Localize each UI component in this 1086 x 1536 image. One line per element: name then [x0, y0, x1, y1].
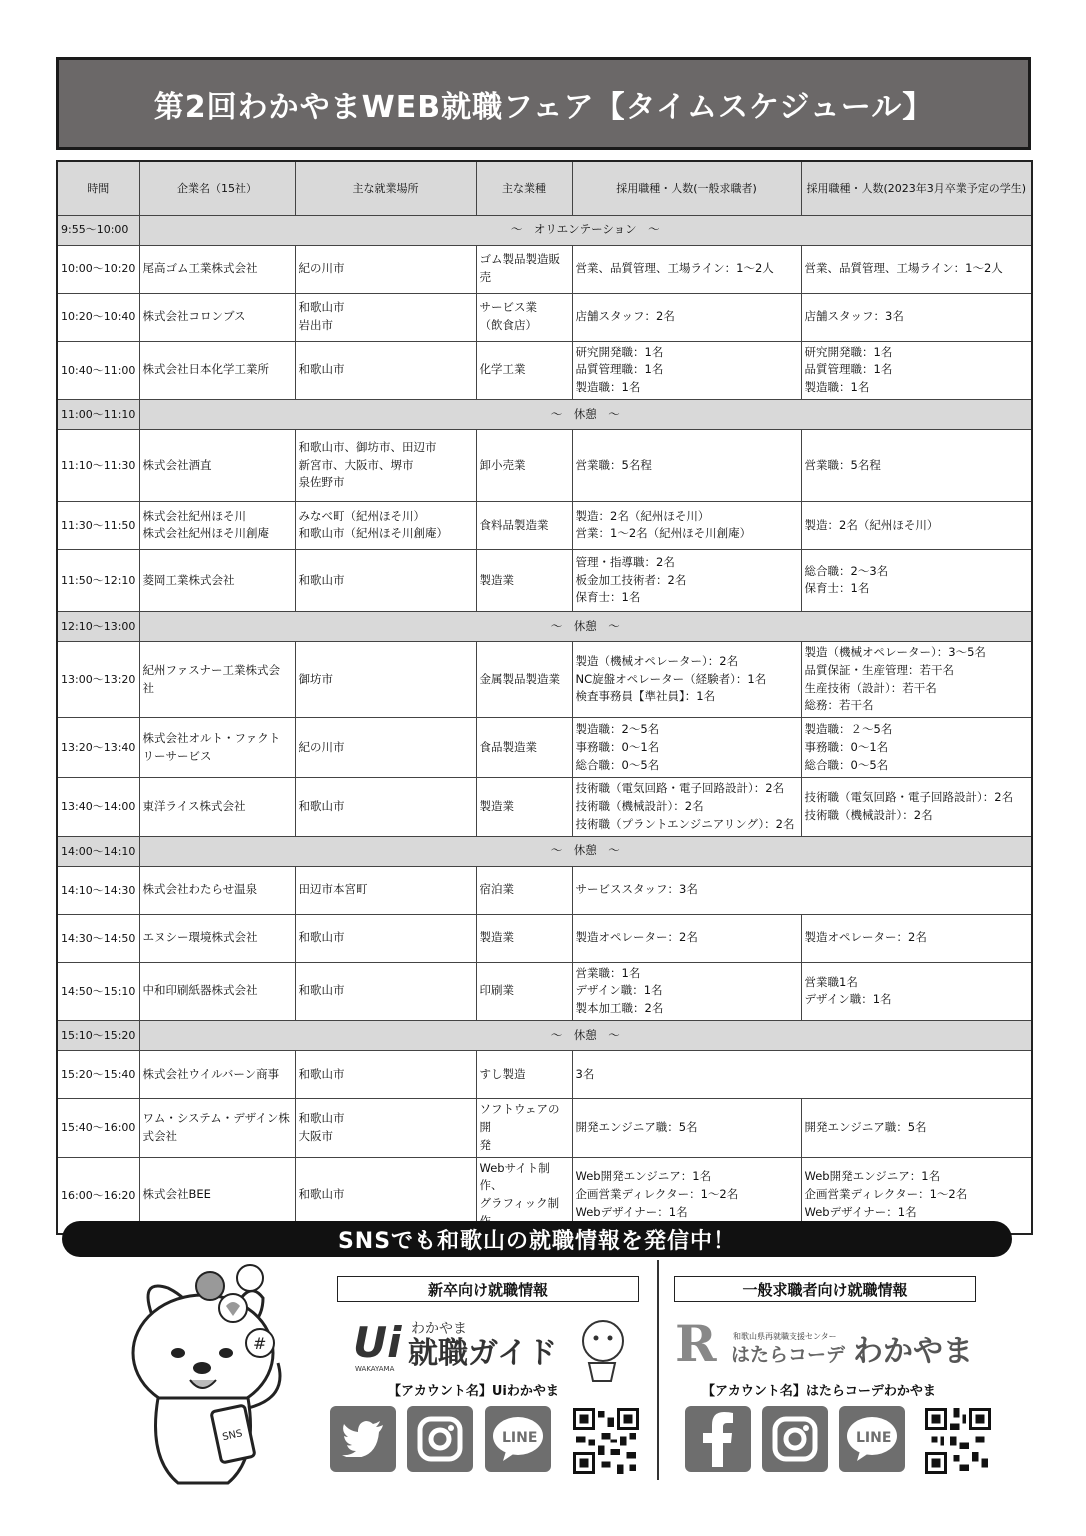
location-cell: 和歌山市 — [295, 914, 476, 962]
general-section-heading: 一般求職者向け就職情報 — [674, 1276, 976, 1302]
table-row — [57, 549, 1032, 611]
svg-text:わかやま: わかやま — [853, 1334, 973, 1369]
graduate-cell: 製造（機械オペレーター）：3～5名 品質保証・生産管理：若干名 生産技術（設計）：若干名 総務：若干名 — [801, 641, 1032, 717]
industry-cell: すし製造 — [476, 1051, 572, 1099]
instagram-icon[interactable] — [407, 1406, 473, 1472]
graduate-cell: 営業、品質管理、工場ライン：1～2人 — [801, 245, 1032, 293]
svg-text:就職ガイド: 就職ガイド — [408, 1336, 558, 1371]
sns-banner — [62, 1221, 1012, 1257]
company-cell: 中和印刷紙器株式会社 — [139, 962, 295, 1020]
schedule-table — [56, 160, 1033, 1235]
twitter-icon[interactable] — [330, 1406, 396, 1472]
industry-cell: 金属製品製造業 — [476, 641, 572, 717]
time-cell: 13:40～14:00 — [57, 778, 139, 836]
time-cell: 15:10～15:20 — [57, 1021, 139, 1051]
industry-cell: 化学工業 — [476, 341, 572, 399]
svg-text:Ui: Ui — [353, 1318, 402, 1367]
time-cell: 14:50～15:10 — [57, 962, 139, 1020]
location-cell: みなべ町（紀州ほそ川） 和歌山市（紀州ほそ川創庵） — [295, 501, 476, 549]
graduate-cell: 店舗スタッフ：3名 — [801, 293, 1032, 341]
general-cell: 管理・指導職：2名 板金加工技術者：2名 保育士：1名 — [572, 549, 801, 611]
time-cell: 10:40～11:00 — [57, 341, 139, 399]
break-label: ～ 休憩 ～ — [139, 1021, 1032, 1051]
table-row — [57, 641, 1032, 717]
general-cell: 営業、品質管理、工場ライン：1～2人 — [572, 245, 801, 293]
time-cell: 11:10～11:30 — [57, 429, 139, 501]
time-cell: 9:55～10:00 — [57, 215, 139, 245]
time-cell: 11:50～12:10 — [57, 549, 139, 611]
location-cell: 紀の川市 — [295, 718, 476, 778]
table-row — [57, 914, 1032, 962]
location-cell: 和歌山市 — [295, 1051, 476, 1099]
break-label: ～ オリエンテーション ～ — [139, 215, 1032, 245]
schedule-body — [57, 215, 1032, 1234]
time-cell: 11:00～11:10 — [57, 399, 139, 429]
company-cell: エヌシー環境株式会社 — [139, 914, 295, 962]
line-icon[interactable] — [485, 1406, 551, 1472]
svg-text:R: R — [675, 1314, 717, 1373]
table-row — [57, 718, 1032, 778]
hatara-code-logo — [675, 1313, 995, 1373]
company-cell: 東洋ライス株式会社 — [139, 778, 295, 836]
time-cell: 12:10～13:00 — [57, 611, 139, 641]
general-cell: 開発エンジニア職：5名 — [572, 1099, 801, 1157]
general-cell: Web開発エンジニア：1名 企画営業ディレクター：1～2名 Webデザイナー：1名 — [572, 1157, 801, 1234]
svg-text:LINE: LINE — [856, 1430, 892, 1446]
location-cell: 御坊市 — [295, 641, 476, 717]
header-location: 主な就業場所 — [295, 161, 476, 215]
company-cell: 菱岡工業株式会社 — [139, 549, 295, 611]
company-cell: 株式会社酒直 — [139, 429, 295, 501]
location-cell: 和歌山市 — [295, 549, 476, 611]
general-cell: 3名 — [572, 1051, 1032, 1099]
table-row — [57, 245, 1032, 293]
general-cell: 店舗スタッフ：2名 — [572, 293, 801, 341]
industry-cell: 製造業 — [476, 914, 572, 962]
industry-cell: 製造業 — [476, 549, 572, 611]
ui-wakayama-logo — [353, 1313, 633, 1383]
industry-cell: 印刷業 — [476, 962, 572, 1020]
svg-text:WAKAYAMA: WAKAYAMA — [355, 1365, 395, 1373]
time-cell: 15:40～16:00 — [57, 1099, 139, 1157]
company-cell: 株式会社紀州ほそ川 株式会社紀州ほそ川創庵 — [139, 501, 295, 549]
location-cell: 和歌山市 — [295, 778, 476, 836]
location-cell: 紀の川市 — [295, 245, 476, 293]
graduate-cell: 開発エンジニア職：5名 — [801, 1099, 1032, 1157]
header-company: 企業名（15社） — [139, 161, 295, 215]
header-general: 採用職種・人数(一般求職者) — [572, 161, 801, 215]
title-banner — [56, 57, 1031, 150]
svg-text:和歌山県再就職支援センター: 和歌山県再就職支援センター — [733, 1332, 837, 1341]
graduate-cell: 研究開発職：1名 品質管理職：1名 製造職：1名 — [801, 341, 1032, 399]
table-row — [57, 1051, 1032, 1099]
company-cell: 紀州ファスナー工業株式会社 — [139, 641, 295, 717]
general-cell: 製造：2名（紀州ほそ川） 営業：1～2名（紀州ほそ川創庵） — [572, 501, 801, 549]
table-row — [57, 866, 1032, 914]
company-cell: 尾高ゴム工業株式会社 — [139, 245, 295, 293]
company-cell: 株式会社わたらせ温泉 — [139, 866, 295, 914]
general-account-name: 【アカウント名】はたらコーデわかやま — [702, 1384, 936, 1399]
graduate-cell: 営業職：5名程 — [801, 429, 1032, 501]
time-cell: 14:10～14:30 — [57, 866, 139, 914]
location-cell: 和歌山市、御坊市、田辺市 新宮市、大阪市、堺市 泉佐野市 — [295, 429, 476, 501]
svg-text:はたらコーデ: はたらコーデ — [731, 1344, 846, 1366]
time-cell: 14:30～14:50 — [57, 914, 139, 962]
table-row — [57, 962, 1032, 1020]
industry-cell: 食品製造業 — [476, 718, 572, 778]
location-cell: 和歌山市 — [295, 1157, 476, 1234]
time-cell: 10:20～10:40 — [57, 293, 139, 341]
graduate-cell: 製造：2名（紀州ほそ川） — [801, 501, 1032, 549]
general-cell: 営業職：1名 デザイン職：1名 製本加工職：2名 — [572, 962, 801, 1020]
table-row — [57, 501, 1032, 549]
line-icon[interactable] — [839, 1406, 905, 1472]
header-graduate: 採用職種・人数(2023年3月卒業予定の学生) — [801, 161, 1032, 215]
header-time: 時間 — [57, 161, 139, 215]
table-header-row — [57, 161, 1032, 215]
location-cell: 和歌山市 — [295, 341, 476, 399]
time-cell: 13:20～13:40 — [57, 718, 139, 778]
time-cell: 15:20～15:40 — [57, 1051, 139, 1099]
location-cell: 和歌山市 大阪市 — [295, 1099, 476, 1157]
sns-banner-text: SNSでも和歌山の就職情報を発信中！ — [337, 1228, 737, 1254]
graduate-cell: 製造オペレーター：2名 — [801, 914, 1032, 962]
location-cell: 和歌山市 — [295, 962, 476, 1020]
industry-cell: ソフトウェアの開 発 — [476, 1099, 572, 1157]
table-row — [57, 1099, 1032, 1157]
industry-cell: 食料品製造業 — [476, 501, 572, 549]
industry-cell: 製造業 — [476, 778, 572, 836]
general-cell: 研究開発職：1名 品質管理職：1名 製造職：1名 — [572, 341, 801, 399]
industry-cell: Webサイト制作、 グラフィック制 — [476, 1157, 572, 1234]
table-row — [57, 341, 1032, 399]
graduate-cell: 製造職：２～5名 事務職：0～1名 総合職：0～5名 — [801, 718, 1032, 778]
time-cell: 10:00～10:20 — [57, 245, 139, 293]
break-row — [57, 215, 1032, 245]
company-cell: 株式会社オルト・ファクト リーサービス — [139, 718, 295, 778]
instagram-icon[interactable] — [762, 1406, 828, 1472]
facebook-icon[interactable] — [685, 1406, 751, 1472]
time-cell: 14:00～14:10 — [57, 836, 139, 866]
time-cell: 11:30～11:50 — [57, 501, 139, 549]
company-cell: ワム・システム・デザイン株 式会社 — [139, 1099, 295, 1157]
location-cell: 和歌山市 岩出市 — [295, 293, 476, 341]
break-label: ～ 休憩 ～ — [139, 611, 1032, 641]
mascot-phone-label: SNS — [221, 1428, 244, 1444]
general-cell: 製造（機械オペレーター）：2名 NC旋盤オペレーター（経験者）：1名 検査事務員【準社員】：1名 — [572, 641, 801, 717]
page-title: 第2回わかやまWEB就職フェア【タイムスケジュール】 — [153, 89, 934, 125]
table-row — [57, 293, 1032, 341]
svg-text:LINE: LINE — [502, 1430, 538, 1446]
industry-cell: 宿泊業 — [476, 866, 572, 914]
break-label: ～ 休憩 ～ — [139, 836, 1032, 866]
industry-cell: 卸小売業 — [476, 429, 572, 501]
location-cell: 田辺市本宮町 — [295, 866, 476, 914]
graduate-cell: 営業職1名 デザイン職：1名 — [801, 962, 1032, 1020]
general-cell: 製造オペレーター：2名 — [572, 914, 801, 962]
general-cell: 営業職：5名程 — [572, 429, 801, 501]
graduate-section-heading: 新卒向け就職情報 — [337, 1276, 639, 1302]
general-cell: 技術職（電気回路・電子回路設計）：2名 技術職（機械設計）：2名 技術職（プラントエンジニアリング）：2名 — [572, 778, 801, 836]
company-cell: 株式会社コロンブス — [139, 293, 295, 341]
company-cell: 株式会社BEE — [139, 1157, 295, 1234]
section-divider — [657, 1260, 659, 1480]
table-row — [57, 429, 1032, 501]
company-cell: 株式会社日本化学工業所 — [139, 341, 295, 399]
break-row — [57, 611, 1032, 641]
mascot-illustration — [98, 1258, 308, 1498]
svg-text:#: # — [253, 1334, 267, 1353]
general-cell: 製造職：2～5名 事務職：0～1名 総合職：0～5名 — [572, 718, 801, 778]
time-cell: 13:00～13:20 — [57, 641, 139, 717]
table-row — [57, 778, 1032, 836]
svg-text:わかやま: わかやま — [411, 1321, 467, 1337]
general-cell: サービススタッフ：3名 — [572, 866, 1032, 914]
header-industry: 主な業種 — [476, 161, 572, 215]
time-cell: 16:00～16:20 — [57, 1157, 139, 1234]
general-qr-code[interactable] — [925, 1408, 991, 1474]
graduate-cell: Web開発エンジニア：1名 企画営業ディレクター：1～2名 Webデザイナー：1名 — [801, 1157, 1032, 1234]
graduate-qr-code[interactable] — [573, 1408, 639, 1474]
break-label: ～ 休憩 ～ — [139, 399, 1032, 429]
graduate-account-name: 【アカウント名】Uiわかやま — [388, 1384, 559, 1399]
company-cell: 株式会社ウイルバーン商事 — [139, 1051, 295, 1099]
break-row — [57, 836, 1032, 866]
graduate-cell: 総合職：2～3名 保育士：1名 — [801, 549, 1032, 611]
industry-cell: サービス業 （飲食店） — [476, 293, 572, 341]
break-row — [57, 399, 1032, 429]
break-row — [57, 1021, 1032, 1051]
industry-cell: ゴム製品製造販売 — [476, 245, 572, 293]
graduate-cell: 技術職（電気回路・電子回路設計）：2名 技術職（機械設計）：2名 — [801, 778, 1032, 836]
